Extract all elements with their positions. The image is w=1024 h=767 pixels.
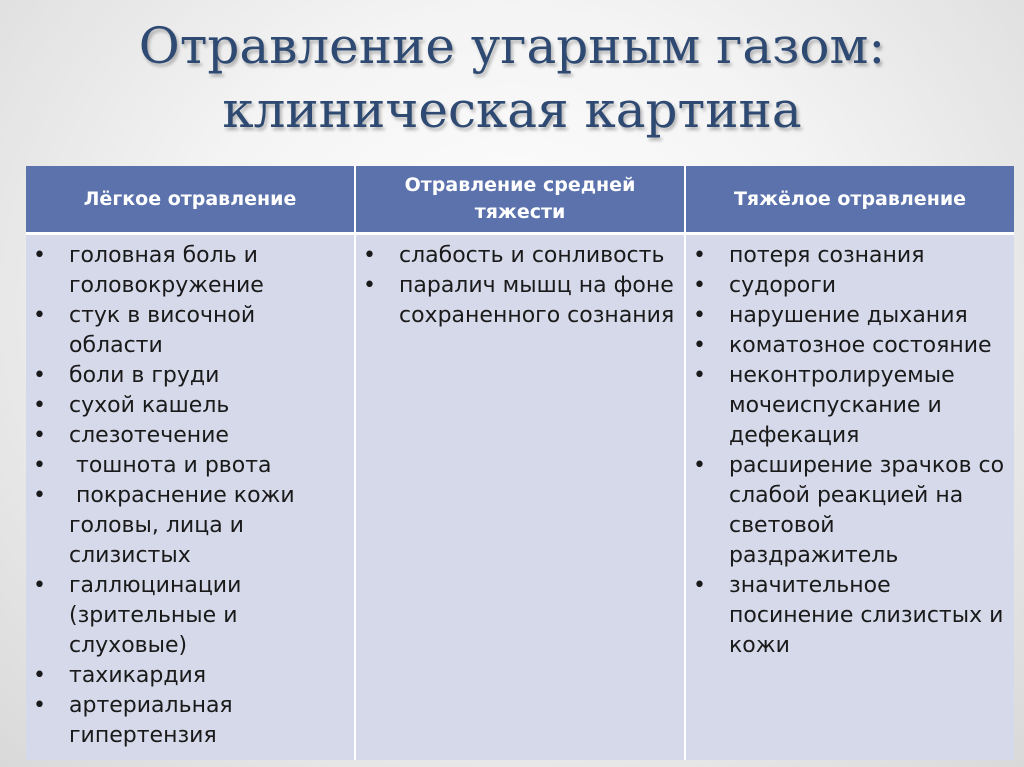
list-item <box>32 391 348 421</box>
bullet-icon: • <box>33 453 46 478</box>
moderate-symptoms-list <box>362 241 681 331</box>
list-item-text: покраснение кожи головы, лица и слизистых <box>69 483 302 568</box>
slide-title <box>0 14 1024 142</box>
list-item-text: нарушение дыхания <box>729 303 968 328</box>
list-item-text: артериальная гипертензия <box>69 693 240 748</box>
list-item-text: коматозное состояние <box>729 333 992 358</box>
slide-title-line-1: Отравление угарным газом: <box>138 17 886 75</box>
bullet-icon: • <box>693 573 706 598</box>
bullet-icon: • <box>693 243 706 268</box>
bullet-icon: • <box>693 363 706 388</box>
list-item-text: судороги <box>729 273 837 298</box>
bullet-icon: • <box>33 423 46 448</box>
list-item <box>692 331 1008 361</box>
bullet-icon: • <box>33 663 46 688</box>
list-item <box>362 271 681 331</box>
list-item-text: слабость и сонливость <box>399 243 665 268</box>
list-item <box>32 661 348 691</box>
cell-mild-symptoms <box>26 234 355 761</box>
bullet-icon: • <box>693 453 706 478</box>
list-item-text: стук в височной области <box>69 303 263 358</box>
severe-symptoms-list <box>692 241 1012 661</box>
list-item-text: головная боль и головокружение <box>69 243 265 298</box>
list-item <box>32 451 348 481</box>
list-item <box>692 271 1008 301</box>
bullet-icon: • <box>693 333 706 358</box>
list-item <box>362 241 678 271</box>
mild-symptoms-list <box>32 241 348 751</box>
list-item-text: слезотечение <box>69 423 229 448</box>
bullet-icon: • <box>33 243 46 268</box>
list-item <box>32 571 348 661</box>
list-item <box>32 421 348 451</box>
list-item <box>32 361 348 391</box>
list-item <box>32 481 348 571</box>
list-item <box>32 301 348 361</box>
list-item-text: тошнота и рвота <box>69 453 272 478</box>
bullet-icon: • <box>363 243 376 268</box>
bullet-icon: • <box>33 393 46 418</box>
list-item <box>692 301 1008 331</box>
table-header-row <box>26 166 1014 234</box>
bullet-icon: • <box>33 573 46 598</box>
bullet-icon: • <box>33 303 46 328</box>
list-item-text: сухой кашель <box>69 393 230 418</box>
cell-moderate-symptoms <box>355 234 685 761</box>
list-item <box>692 571 1011 661</box>
symptoms-table-container <box>26 166 1014 760</box>
bullet-icon: • <box>33 363 46 388</box>
list-item-text: неконтролируемые мочеиспускание и дефекация <box>729 363 962 448</box>
list-item <box>692 451 1012 571</box>
list-item-text: паралич мышц на фоне сохраненного сознания <box>399 273 681 328</box>
header-moderate-poisoning: Отравление средней тяжести <box>355 166 685 234</box>
list-item <box>692 241 1008 271</box>
list-item <box>32 241 348 301</box>
header-mild-poisoning: Лёгкое отравление <box>26 166 355 234</box>
bullet-icon: • <box>363 273 376 298</box>
list-item-text: галлюцинации (зрительные и слуховые) <box>69 573 249 658</box>
list-item-text: значительное посинение слизистых и кожи <box>729 573 1011 658</box>
table-body-row <box>26 234 1014 761</box>
list-item-text: потеря сознания <box>729 243 925 268</box>
list-item-text: тахикардия <box>69 663 207 688</box>
list-item-text: расширение зрачков со слабой реакцией на световой раздражитель <box>729 453 1012 568</box>
list-item <box>32 691 348 751</box>
list-item <box>692 361 1008 451</box>
bullet-icon: • <box>693 303 706 328</box>
list-item-text: боли в груди <box>69 363 220 388</box>
cell-severe-symptoms <box>685 234 1014 761</box>
header-severe-poisoning: Тяжёлое отравление <box>685 166 1014 234</box>
bullet-icon: • <box>693 273 706 298</box>
symptoms-table <box>26 166 1014 760</box>
slide-title-line-2: клиническая картина <box>222 81 802 139</box>
bullet-icon: • <box>33 483 46 508</box>
bullet-icon: • <box>33 693 46 718</box>
